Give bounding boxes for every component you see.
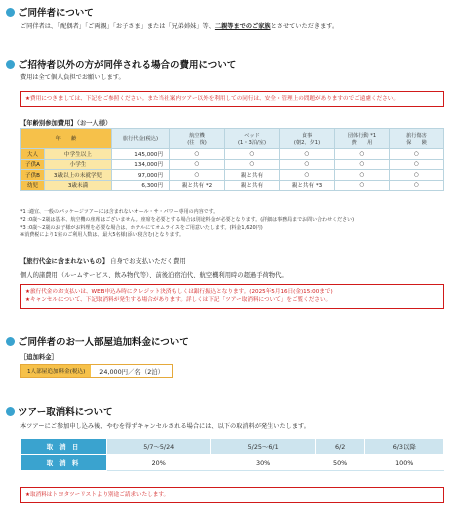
payment-note: ★旅行代金のお支払いは、WEB申込み時にクレジット決済もしくは銀行振込となります。(2025年5月16日(金)15:00まで): [25, 289, 333, 295]
th-insurance: 旅行傷害 保 険: [390, 129, 444, 149]
cell-category: 子供B: [21, 170, 45, 181]
cell-bed: ○: [225, 149, 280, 160]
cell-age: 中学生以上: [45, 149, 112, 160]
not-included-suffix: 自身でお支払いただく費用: [110, 258, 186, 265]
age-fee-header: [20, 118, 111, 127]
cell-category: 子供A: [21, 159, 45, 170]
table-row: [21, 159, 444, 170]
cell-insurance: ○: [390, 159, 444, 170]
section-cancellation-title: [6, 404, 113, 418]
row-label-fee: 取 消 料: [21, 455, 107, 471]
cell-fee: 20%: [107, 455, 211, 471]
cell-age: 3歳未満: [45, 180, 112, 191]
cell-bed: ○: [225, 159, 280, 170]
section-companion-title: [6, 5, 94, 19]
cell-fee: 50%: [315, 455, 365, 471]
cost-notice-box: ★費用につきましては、下記をご参照ください。また当社案内ツアー以外を利用しての同行は、安全・管理上の問題がありますのでご遠慮ください。: [20, 91, 444, 107]
section-cost-title: [6, 57, 236, 71]
payment-notice-box: [20, 284, 444, 309]
single-room-title-text: ご同伴者のお一人部屋追加料金について: [18, 337, 189, 348]
cancellation-note-box: ★取消料はトヨタツーリストより別途ご請求いたします。: [20, 487, 444, 503]
age-fee-header-label: 【年齢別参加費用】: [20, 120, 77, 127]
cell-group: ○: [335, 149, 390, 160]
companion-text-before: ご同伴者は、「配偶者」「ご両親」「お子さま」または「兄弟姉妹」等、: [20, 23, 215, 30]
cell-insurance: ○: [390, 149, 444, 160]
cell-group: ○: [335, 159, 390, 170]
fee-header: ［追加料金］: [20, 354, 58, 361]
th-age: 年 齢: [21, 129, 112, 149]
row-label-date: 取 消 日: [21, 439, 107, 455]
companion-description: [20, 21, 338, 30]
cell-flight: ○: [170, 149, 225, 160]
cell-meal: 親と共有 *3: [280, 180, 335, 191]
companion-text-underline: 二親等までのご家族: [214, 23, 271, 30]
cell-price: 145,000円: [112, 149, 170, 160]
cell-flight: ○: [170, 170, 225, 181]
footnote: ※消費税により1室のご利用人数は、最大5名様(添い寝含む)となります。: [20, 232, 185, 239]
th-price: 旅行代金(税込): [112, 129, 170, 149]
cancellation-description: 本ツアーにご参加申し込み後、やむを得ずキャンセルされる場合には、以下の取消料が発生いたします。: [20, 423, 310, 430]
cell-price: 134,000円: [112, 159, 170, 170]
cell-price: 6,300円: [112, 180, 170, 191]
cell-category: 大人: [21, 149, 45, 160]
cell-group: ○: [335, 170, 390, 181]
age-fee-table: [20, 128, 444, 191]
single-room-fee-box: [20, 364, 173, 378]
section-single-room-title: [6, 334, 189, 348]
not-included-header: [20, 256, 186, 265]
age-fee-table-header-row: [21, 129, 444, 149]
footnotes: [20, 209, 354, 240]
cell-date: 5/25〜6/1: [211, 439, 315, 455]
cell-meal: ○: [280, 159, 335, 170]
cell-bed: 親と共有: [225, 180, 280, 191]
cell-flight: ○: [170, 159, 225, 170]
th-bed: ベッド (1・3泊/室): [225, 129, 280, 149]
cancel-date-row: [21, 439, 444, 455]
companion-text-after: とさせていただきます。: [270, 23, 339, 30]
cell-flight: 親と共有 *2: [170, 180, 225, 191]
cell-date: 6/2: [315, 439, 365, 455]
cell-group: ○: [335, 180, 390, 191]
cell-insurance: ○: [390, 170, 444, 181]
payment-note: ★キャンセルについて、下記取消料が発生する場合があります。詳しくは下記「ツアー取消料について」をご覧ください。: [25, 297, 332, 304]
age-fee-header-unit: （お一人様）: [76, 120, 112, 127]
cell-date: 5/7〜5/24: [107, 439, 211, 455]
cell-insurance: ○: [390, 180, 444, 191]
bullet-icon: [6, 407, 15, 416]
cancellation-table: [20, 438, 444, 471]
cancellation-title-text: ツアー取消料について: [18, 407, 113, 418]
cell-price: 97,000円: [112, 170, 170, 181]
table-row: [21, 170, 444, 181]
cost-title-text: ご招待者以外の方が同伴される場合の費用について: [18, 60, 237, 71]
bullet-icon: [6, 60, 15, 69]
cell-fee: 30%: [211, 455, 315, 471]
footnote: *3 :0歳〜2歳のお子様がお料理を必要な場合は、ホテルにてオムライスをご用意いたします。(料金1,620円): [20, 224, 263, 231]
fee-value: 24,000円／名（2泊）: [91, 365, 172, 377]
cell-age: 小学生: [45, 159, 112, 170]
th-meal: 食事 (朝2、夕1): [280, 129, 335, 149]
cancel-fee-row: [21, 455, 444, 471]
th-flight: 航空機 (往 復): [170, 129, 225, 149]
cell-age: 3歳以上の未就学児: [45, 170, 112, 181]
cell-date: 6/3以降: [365, 439, 444, 455]
cell-meal: ○: [280, 170, 335, 181]
table-row: [21, 149, 444, 160]
footnote: *2 :0歳〜2歳は基本、航空機の座席はございません。座席を必要とする場合は別途料金が必要となります。(詳細は事務局までお問い合わせください): [20, 216, 355, 223]
cell-fee: 100%: [365, 455, 444, 471]
companion-title-text: ご同伴者について: [18, 8, 94, 19]
cell-category: 幼児: [21, 180, 45, 191]
not-included-text: 個人的諸費用（ルームサービス、飲み物代等）、前後泊宿泊代、航空機利用時の超過手荷物代。: [20, 272, 288, 279]
cost-description: 費用は全て個人負担でお願いします。: [20, 74, 125, 81]
th-group: 団体行動 *1 費 用: [335, 129, 390, 149]
bullet-icon: [6, 8, 15, 17]
footnote: *1 :適宜、一般のパッケージツアーには含まれないオール・サ・パワー専用の内容です。: [20, 209, 219, 215]
cell-bed: 親と共有: [225, 170, 280, 181]
not-included-label: 【旅行代金に含まれないもの】: [20, 258, 109, 265]
cell-meal: ○: [280, 149, 335, 160]
fee-label: 1人部屋追加料金(税込): [21, 365, 91, 377]
table-row: [21, 180, 444, 191]
bullet-icon: [6, 337, 15, 346]
